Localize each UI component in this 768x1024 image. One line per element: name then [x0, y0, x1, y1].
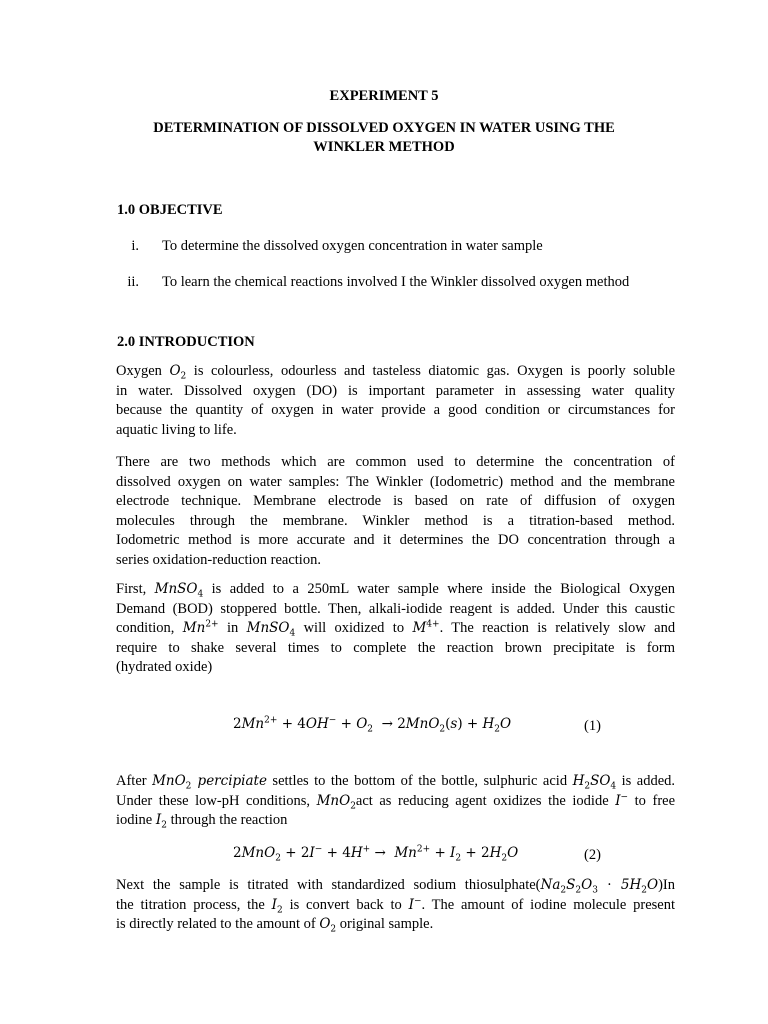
introduction-heading: 2.0 INTRODUCTION [117, 334, 255, 350]
text-run: . The reaction is relatively slow and [439, 620, 676, 637]
text-run: is added. [621, 773, 676, 789]
paragraph-line [116, 876, 675, 896]
paragraph-line: electrode technique. Membrane electrode is based on rate of diffusion of oxygen [116, 493, 675, 510]
text-run: After [116, 773, 147, 789]
text-run: )In [658, 877, 675, 893]
paragraph-line: in water. Dissolved oxygen (DO) is important parameter in assessing water quality [116, 382, 675, 399]
text-run: . The amount of iodine molecule present [421, 896, 676, 913]
text-run: is colourless, odourless and tasteless diatomic gas. Oxygen is poorly soluble [193, 363, 676, 379]
math-mn2plus: $Mn^{2+}$ [182, 619, 219, 637]
math-iodide-ion: I− [615, 792, 629, 809]
math-iodide-ion: I− [408, 896, 422, 913]
intro-paragraph-3 [116, 580, 675, 678]
math-mnso4: MnSO$_4$ [154, 581, 204, 600]
intro-paragraph-1 [116, 362, 675, 440]
objective-number: i. [131, 238, 139, 254]
paragraph-line [116, 896, 675, 916]
text-run: to free [634, 792, 676, 809]
text-run: First, [116, 581, 147, 597]
text-run: condition, [116, 620, 175, 637]
paragraph-line: dissolved oxygen on water samples: The Winkler (Iodometric) method and the membrane [116, 473, 675, 490]
text-run: settles to the bottom of the bottle, sulphuric acid [272, 773, 568, 789]
objective-number: ii. [127, 274, 139, 290]
equation-2-number: (2) [584, 847, 601, 863]
text-run: in [226, 620, 239, 637]
paragraph-line [116, 362, 675, 382]
math-mno2-percipiate: MnO$_2$ percipiate [152, 773, 267, 792]
paragraph-line: aquatic living to life. [116, 421, 237, 438]
paragraph-line: because the quantity of oxygen in water provide a good condition or circumstances for [116, 402, 675, 419]
experiment-title: EXPERIMENT 5 [329, 88, 439, 104]
math-sodium-thiosulphate: $Na_2S_2O_3 \cdot 5H_2O$ [540, 877, 659, 896]
equation-1: $2Mn^{2+} + 4OH^- + O_2 \to 2MnO_2(s) + H_2O$ [233, 715, 512, 735]
math-o2: $O_2$ [319, 916, 337, 935]
document-subtitle-line-2: WINKLER METHOD [313, 139, 455, 155]
math-o2: $O_2$ [169, 363, 187, 382]
equation-1-number: (1) [584, 718, 601, 734]
paragraph-line [116, 580, 675, 600]
paragraph-line [116, 772, 675, 792]
text-run: Oxygen [116, 363, 162, 379]
document-subtitle-line-1: DETERMINATION OF DISSOLVED OXYGEN IN WATER USING THE [153, 120, 615, 136]
text-run: through the reaction [170, 812, 288, 829]
intro-paragraph-2 [116, 453, 675, 571]
text-run: iodine [116, 812, 153, 829]
math-m4plus: $M^{4+}$ [412, 619, 440, 637]
paragraph-line: require to shake several times to complete the reaction brown precipitate is form [116, 639, 675, 656]
objective-text: To determine the dissolved oxygen concentration in water sample [162, 238, 543, 254]
paragraph-line [116, 619, 675, 639]
paragraph-line: There are two methods which are common used to determine the concentration of [116, 454, 675, 470]
text-run: is convert back to [289, 896, 402, 913]
equation-2: $2MnO_2 + 2I^- + 4H^+ \to Mn^{2+} + I_2 + 2H_2O$ [233, 844, 519, 864]
paragraph-line [116, 792, 675, 812]
paragraph-line [116, 811, 675, 831]
math-mnso4: MnSO$_4$ [246, 620, 296, 639]
math-mno2: MnO$_2$ [316, 792, 356, 812]
text-run: Under these low-pH conditions, [116, 792, 311, 809]
intro-paragraph-4 [116, 772, 675, 831]
text-run: is directly related to the amount of [116, 916, 316, 933]
paragraph-line [116, 915, 675, 935]
objective-heading: 1.0 OBJECTIVE [117, 202, 223, 218]
text-run: act as reducing agent oxidizes the iodide [355, 792, 609, 809]
paragraph-line: series oxidation-reduction reaction. [116, 551, 321, 568]
text-run: is added to a 250mL water sample where inside the Biological Oxygen [211, 581, 675, 597]
text-run: Next the sample is titrated with standardized sodium thiosulphate( [116, 877, 541, 893]
paragraph-line: (hydrated oxide) [116, 659, 213, 676]
paragraph-line: Iodometric method is more accurate and it determines the DO concentration through a [116, 532, 675, 549]
text-run: original sample. [339, 916, 434, 933]
text-run: the titration process, the [116, 896, 265, 913]
math-i2: $I_2$ [271, 896, 283, 916]
objective-text: To learn the chemical reactions involved I the Winkler dissolved oxygen method [162, 274, 630, 290]
math-i2: $I_2$ [155, 812, 167, 831]
intro-paragraph-5 [116, 876, 675, 935]
math-h2so4: $H_2SO_4$ [572, 773, 617, 792]
paragraph-line: molecules through the membrane. Winkler method is a titration-based method. [116, 512, 675, 529]
text-run: will oxidized to [303, 620, 405, 637]
paragraph-line: Demand (BOD) stoppered bottle. Then, alkali-iodide reagent is added. Under this caustic [116, 600, 675, 617]
